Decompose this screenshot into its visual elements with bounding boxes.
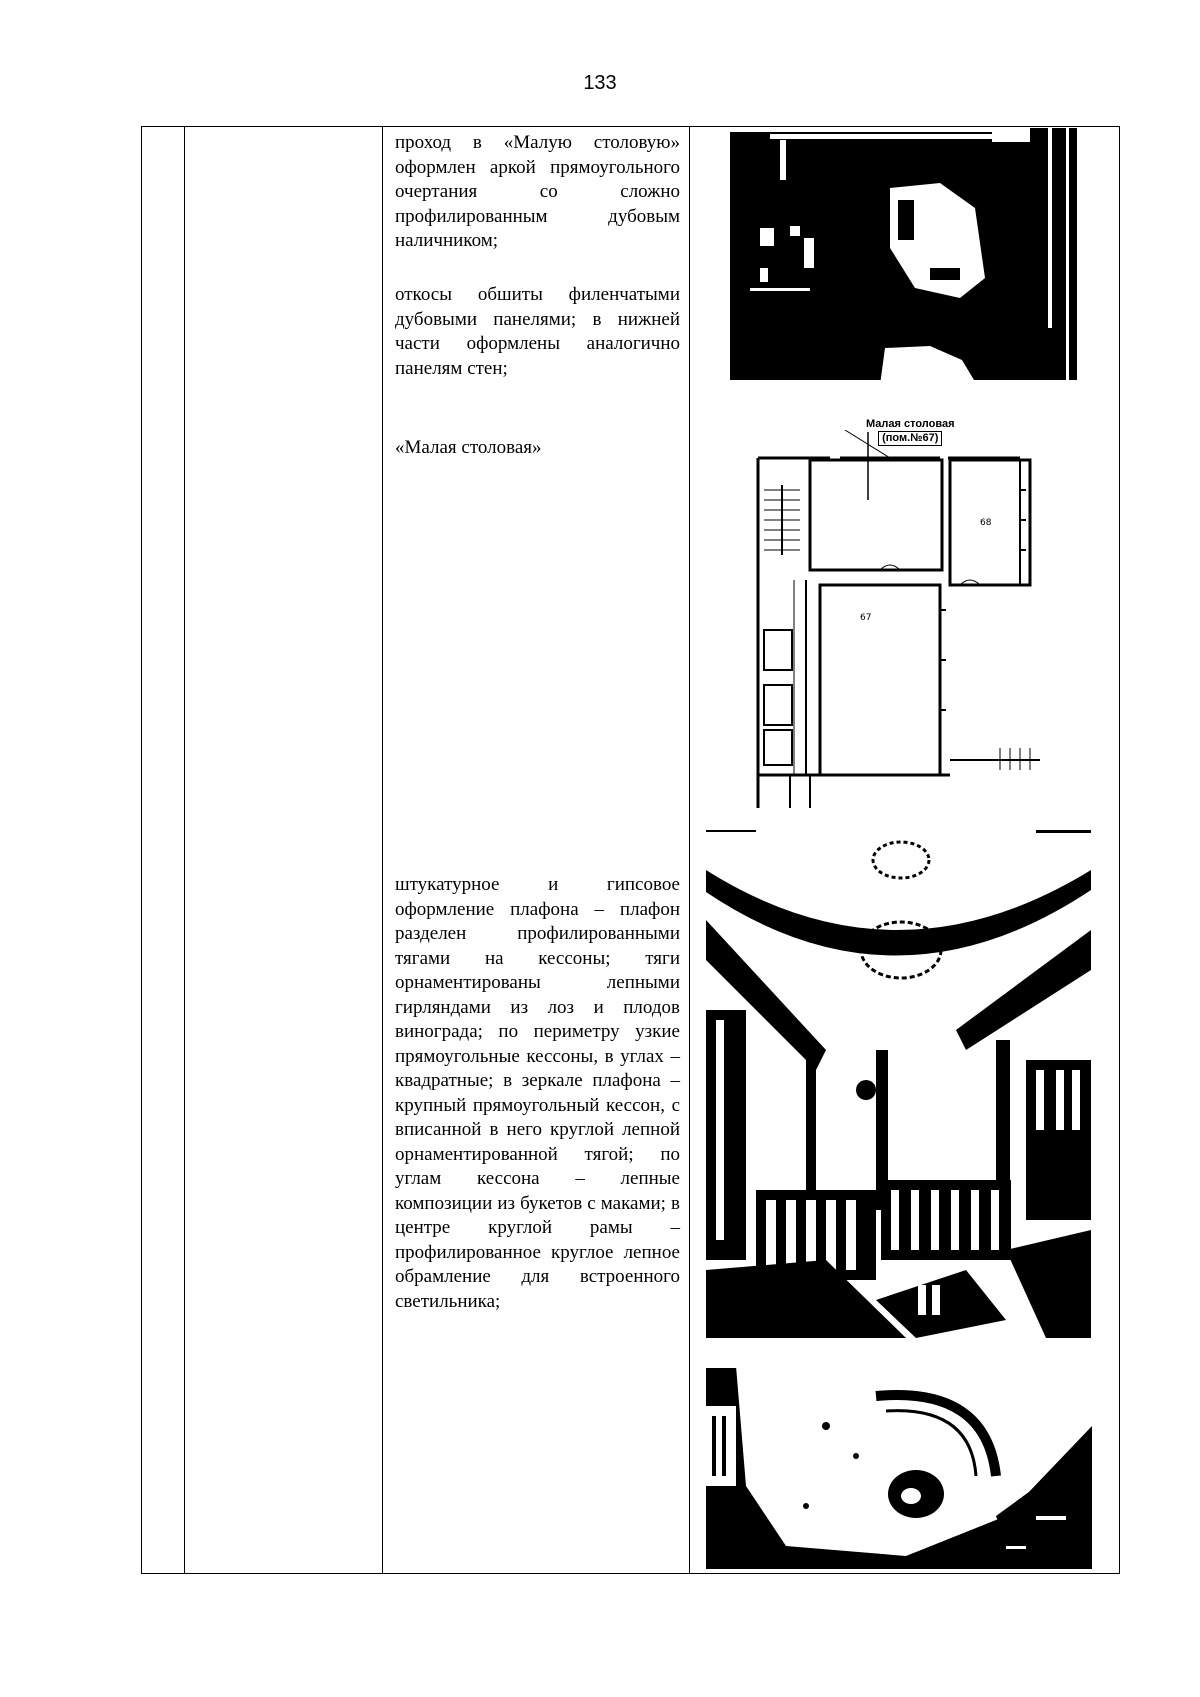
- photo-ceiling-room: [706, 830, 1091, 1338]
- table-border-bottom: [141, 1573, 1119, 1574]
- floor-plan-drawing: [750, 430, 1060, 810]
- table-border-right: [1119, 126, 1120, 1574]
- table-border-left: [141, 126, 142, 1574]
- photo-ceiling-rosette: [706, 1366, 1092, 1569]
- page-number: 133: [583, 72, 617, 94]
- table-column-divider-3: [689, 126, 690, 1574]
- paragraph-arch-passage: проход в «Малую столовую» оформлен аркой прямоугольного очертания со сложно профилированным дубовым наличником;: [395, 132, 680, 251]
- photo-arch-passage: [730, 128, 1077, 385]
- paragraph-room-title: «Малая столовая»: [395, 437, 542, 458]
- svg-text:68: 68: [980, 518, 992, 528]
- table-column-divider-2: [382, 126, 383, 1574]
- paragraph-wood-panels: откосы обшиты филенчатыми дубовыми панелями; в нижней части оформлены аналогично панелям стен;: [395, 284, 680, 379]
- floor-plan-caption: Малая столовая (пом.№67): [866, 418, 955, 444]
- paragraph-ceiling-description: штукатурное и гипсовое оформление плафона – плафон разделен профилированными тягами на кессоны; тяги орнаментированы лепными гирляндами из лоз и плодов винограда; по периметру узкие прямоугольные кессоны, в углах – квадратные; в зеркале плафона – крупный прямоугольный кессон, с вписанной в него круглой лепной орнаментированной тягой; по углам кессона – лепные композиции из букетов с маками; в центре круглой рамы – профилированное круглое лепное обрамление для встроенного светильника;: [395, 874, 680, 1312]
- table-border-top: [141, 126, 1119, 127]
- svg-text:67: 67: [860, 613, 872, 623]
- table-column-divider-1: [184, 126, 185, 1574]
